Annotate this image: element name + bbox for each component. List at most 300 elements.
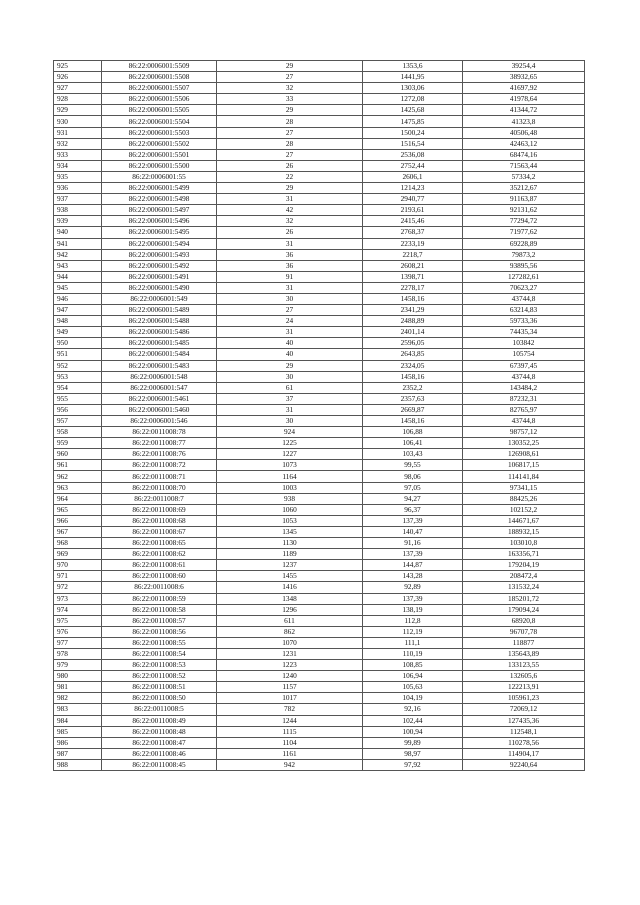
cadastral-number-cell: 86:22:0011008:68 xyxy=(102,515,217,526)
table-row xyxy=(54,61,585,72)
table-row xyxy=(54,449,585,460)
cadastral-number-cell: 86:22:0011008:78 xyxy=(102,427,217,438)
table-row xyxy=(54,305,585,316)
cadastral-number-cell: 86:22:0011008:67 xyxy=(102,526,217,537)
table-row xyxy=(54,538,585,549)
row-number-cell: 967 xyxy=(54,526,102,537)
quantity-cell: 1130 xyxy=(217,538,363,549)
row-number-cell: 961 xyxy=(54,460,102,471)
row-number-cell: 935 xyxy=(54,171,102,182)
quantity-cell: 1227 xyxy=(217,449,363,460)
row-number-cell: 934 xyxy=(54,160,102,171)
cadastral-number-cell: 86:22:0006001:5486 xyxy=(102,327,217,338)
table-row xyxy=(54,382,585,393)
amount-cell: 43744,8 xyxy=(463,371,585,382)
table-row xyxy=(54,682,585,693)
amount-cell: 133123,55 xyxy=(463,660,585,671)
row-number-cell: 927 xyxy=(54,83,102,94)
row-number-cell: 987 xyxy=(54,748,102,759)
cadastral-number-cell: 86:22:0006001:5498 xyxy=(102,194,217,205)
quantity-cell: 36 xyxy=(217,249,363,260)
cadastral-number-cell: 86:22:0006001:5506 xyxy=(102,94,217,105)
row-number-cell: 976 xyxy=(54,626,102,637)
table-row xyxy=(54,471,585,482)
row-number-cell: 975 xyxy=(54,615,102,626)
table-row xyxy=(54,260,585,271)
row-number-cell: 959 xyxy=(54,438,102,449)
table-row xyxy=(54,72,585,83)
table-row xyxy=(54,571,585,582)
cadastral-number-cell: 86:22:0011008:50 xyxy=(102,693,217,704)
amount-cell: 70623,27 xyxy=(463,282,585,293)
quantity-cell: 1115 xyxy=(217,726,363,737)
cadastral-number-cell: 86:22:0011008:58 xyxy=(102,604,217,615)
rate-cell: 1458,16 xyxy=(363,371,463,382)
quantity-cell: 1189 xyxy=(217,549,363,560)
table-row xyxy=(54,648,585,659)
rate-cell: 94,27 xyxy=(363,493,463,504)
row-number-cell: 981 xyxy=(54,682,102,693)
quantity-cell: 1455 xyxy=(217,571,363,582)
table-row xyxy=(54,160,585,171)
cadastral-number-cell: 86:22:0006001:5497 xyxy=(102,205,217,216)
row-number-cell: 952 xyxy=(54,360,102,371)
cadastral-number-cell: 86:22:0011008:6 xyxy=(102,582,217,593)
amount-cell: 103010,8 xyxy=(463,538,585,549)
quantity-cell: 31 xyxy=(217,194,363,205)
table-row xyxy=(54,171,585,182)
cadastral-number-cell: 86:22:0011008:51 xyxy=(102,682,217,693)
table-row xyxy=(54,504,585,515)
rate-cell: 1458,16 xyxy=(363,416,463,427)
quantity-cell: 29 xyxy=(217,105,363,116)
cadastral-number-cell: 86:22:0011008:60 xyxy=(102,571,217,582)
cadastral-number-cell: 86:22:0011008:59 xyxy=(102,593,217,604)
table-row xyxy=(54,116,585,127)
table-row xyxy=(54,404,585,415)
quantity-cell: 1157 xyxy=(217,682,363,693)
rate-cell: 92,89 xyxy=(363,582,463,593)
row-number-cell: 983 xyxy=(54,704,102,715)
amount-cell: 179204,19 xyxy=(463,560,585,571)
table-row xyxy=(54,293,585,304)
quantity-cell: 27 xyxy=(217,72,363,83)
rate-cell: 137,39 xyxy=(363,549,463,560)
quantity-cell: 1164 xyxy=(217,471,363,482)
rate-cell: 102,44 xyxy=(363,715,463,726)
rate-cell: 2233,19 xyxy=(363,238,463,249)
amount-cell: 40506,48 xyxy=(463,127,585,138)
rate-cell: 140,47 xyxy=(363,526,463,537)
rate-cell: 91,16 xyxy=(363,538,463,549)
amount-cell: 97341,15 xyxy=(463,482,585,493)
amount-cell: 68474,16 xyxy=(463,149,585,160)
rate-cell: 2278,17 xyxy=(363,282,463,293)
cadastral-number-cell: 86:22:0006001:5503 xyxy=(102,127,217,138)
amount-cell: 87232,31 xyxy=(463,393,585,404)
quantity-cell: 1348 xyxy=(217,593,363,604)
table-row xyxy=(54,149,585,160)
amount-cell: 110278,56 xyxy=(463,737,585,748)
rate-cell: 98,06 xyxy=(363,471,463,482)
cadastral-number-cell: 86:22:0011008:53 xyxy=(102,660,217,671)
rate-cell: 96,37 xyxy=(363,504,463,515)
quantity-cell: 61 xyxy=(217,382,363,393)
row-number-cell: 951 xyxy=(54,349,102,360)
rate-cell: 92,16 xyxy=(363,704,463,715)
row-number-cell: 948 xyxy=(54,316,102,327)
amount-cell: 132605,6 xyxy=(463,671,585,682)
cadastral-number-cell: 86:22:0006001:55 xyxy=(102,171,217,182)
rate-cell: 99,55 xyxy=(363,460,463,471)
amount-cell: 208472,4 xyxy=(463,571,585,582)
rate-cell: 2536,08 xyxy=(363,149,463,160)
rate-cell: 98,97 xyxy=(363,748,463,759)
table-row xyxy=(54,227,585,238)
amount-cell: 82765,97 xyxy=(463,404,585,415)
cadastral-number-cell: 86:22:0011008:55 xyxy=(102,637,217,648)
rate-cell: 137,39 xyxy=(363,593,463,604)
quantity-cell: 33 xyxy=(217,94,363,105)
cadastral-number-cell: 86:22:0011008:72 xyxy=(102,460,217,471)
rate-cell: 111,1 xyxy=(363,637,463,648)
rate-cell: 2669,87 xyxy=(363,404,463,415)
rate-cell: 2768,37 xyxy=(363,227,463,238)
rate-cell: 137,39 xyxy=(363,515,463,526)
quantity-cell: 1237 xyxy=(217,560,363,571)
table-row xyxy=(54,737,585,748)
amount-cell: 188932,15 xyxy=(463,526,585,537)
quantity-cell: 938 xyxy=(217,493,363,504)
rate-cell: 2415,46 xyxy=(363,216,463,227)
quantity-cell: 31 xyxy=(217,404,363,415)
cadastral-number-cell: 86:22:0011008:57 xyxy=(102,615,217,626)
row-number-cell: 974 xyxy=(54,604,102,615)
quantity-cell: 29 xyxy=(217,183,363,194)
table-row xyxy=(54,637,585,648)
rate-cell: 100,94 xyxy=(363,726,463,737)
table-row xyxy=(54,615,585,626)
rate-cell: 2940,77 xyxy=(363,194,463,205)
table-row xyxy=(54,183,585,194)
amount-cell: 130352,25 xyxy=(463,438,585,449)
amount-cell: 43744,8 xyxy=(463,293,585,304)
quantity-cell: 1017 xyxy=(217,693,363,704)
amount-cell: 41323,8 xyxy=(463,116,585,127)
row-number-cell: 971 xyxy=(54,571,102,582)
row-number-cell: 944 xyxy=(54,271,102,282)
table-row xyxy=(54,493,585,504)
rate-cell: 1398,71 xyxy=(363,271,463,282)
cadastral-number-cell: 86:22:0006001:5502 xyxy=(102,138,217,149)
rate-cell: 110,19 xyxy=(363,648,463,659)
quantity-cell: 1296 xyxy=(217,604,363,615)
rate-cell: 103,43 xyxy=(363,449,463,460)
quantity-cell: 91 xyxy=(217,271,363,282)
rate-cell: 2488,89 xyxy=(363,316,463,327)
amount-cell: 35212,67 xyxy=(463,183,585,194)
rate-cell: 2218,7 xyxy=(363,249,463,260)
amount-cell: 71563,44 xyxy=(463,160,585,171)
cadastral-number-cell: 86:22:0006001:5508 xyxy=(102,72,217,83)
cadastral-number-cell: 86:22:0011008:61 xyxy=(102,560,217,571)
row-number-cell: 958 xyxy=(54,427,102,438)
cadastral-number-cell: 86:22:0011008:76 xyxy=(102,449,217,460)
table-row xyxy=(54,316,585,327)
table-row xyxy=(54,715,585,726)
table-row xyxy=(54,393,585,404)
quantity-cell: 42 xyxy=(217,205,363,216)
rate-cell: 2357,63 xyxy=(363,393,463,404)
quantity-cell: 1223 xyxy=(217,660,363,671)
quantity-cell: 37 xyxy=(217,393,363,404)
cadastral-number-cell: 86:22:0006001:5492 xyxy=(102,260,217,271)
amount-cell: 98757,12 xyxy=(463,427,585,438)
table-row xyxy=(54,83,585,94)
amount-cell: 71977,62 xyxy=(463,227,585,238)
rate-cell: 144,87 xyxy=(363,560,463,571)
rate-cell: 112,19 xyxy=(363,626,463,637)
table-row xyxy=(54,526,585,537)
table-row xyxy=(54,349,585,360)
row-number-cell: 980 xyxy=(54,671,102,682)
table-row xyxy=(54,94,585,105)
cadastral-number-cell: 86:22:0006001:5485 xyxy=(102,338,217,349)
rate-cell: 1272,08 xyxy=(363,94,463,105)
table-row xyxy=(54,360,585,371)
row-number-cell: 942 xyxy=(54,249,102,260)
rate-cell: 2596,05 xyxy=(363,338,463,349)
row-number-cell: 962 xyxy=(54,471,102,482)
rate-cell: 2193,61 xyxy=(363,205,463,216)
amount-cell: 185201,72 xyxy=(463,593,585,604)
quantity-cell: 27 xyxy=(217,149,363,160)
cadastral-number-cell: 86:22:0006001:548 xyxy=(102,371,217,382)
table-row xyxy=(54,660,585,671)
amount-cell: 127282,61 xyxy=(463,271,585,282)
cadastral-number-cell: 86:22:0006001:5496 xyxy=(102,216,217,227)
quantity-cell: 942 xyxy=(217,759,363,770)
row-number-cell: 979 xyxy=(54,660,102,671)
cadastral-number-cell: 86:22:0006001:5488 xyxy=(102,316,217,327)
amount-cell: 143484,2 xyxy=(463,382,585,393)
rate-cell: 1516,54 xyxy=(363,138,463,149)
amount-cell: 103842 xyxy=(463,338,585,349)
quantity-cell: 862 xyxy=(217,626,363,637)
quantity-cell: 31 xyxy=(217,282,363,293)
table-row xyxy=(54,604,585,615)
cadastral-number-cell: 86:22:0006001:5509 xyxy=(102,61,217,72)
rate-cell: 1214,23 xyxy=(363,183,463,194)
rate-cell: 2606,1 xyxy=(363,171,463,182)
row-number-cell: 968 xyxy=(54,538,102,549)
cadastral-number-cell: 86:22:0011008:56 xyxy=(102,626,217,637)
table-row xyxy=(54,282,585,293)
cadastral-number-cell: 86:22:0011008:69 xyxy=(102,504,217,515)
rate-cell: 2752,44 xyxy=(363,160,463,171)
cadastral-number-cell: 86:22:0006001:5504 xyxy=(102,116,217,127)
quantity-cell: 1416 xyxy=(217,582,363,593)
amount-cell: 126908,61 xyxy=(463,449,585,460)
table-row xyxy=(54,427,585,438)
table-row xyxy=(54,704,585,715)
quantity-cell: 1053 xyxy=(217,515,363,526)
quantity-cell: 782 xyxy=(217,704,363,715)
row-number-cell: 964 xyxy=(54,493,102,504)
row-number-cell: 932 xyxy=(54,138,102,149)
quantity-cell: 924 xyxy=(217,427,363,438)
table-row xyxy=(54,671,585,682)
cadastral-number-cell: 86:22:0011008:65 xyxy=(102,538,217,549)
rate-cell: 108,85 xyxy=(363,660,463,671)
row-number-cell: 925 xyxy=(54,61,102,72)
table-row xyxy=(54,759,585,770)
quantity-cell: 30 xyxy=(217,371,363,382)
row-number-cell: 937 xyxy=(54,194,102,205)
quantity-cell: 1104 xyxy=(217,737,363,748)
row-number-cell: 960 xyxy=(54,449,102,460)
amount-cell: 57334,2 xyxy=(463,171,585,182)
row-number-cell: 956 xyxy=(54,404,102,415)
rate-cell: 1441,95 xyxy=(363,72,463,83)
amount-cell: 43744,8 xyxy=(463,416,585,427)
cadastral-number-cell: 86:22:0011008:45 xyxy=(102,759,217,770)
quantity-cell: 1073 xyxy=(217,460,363,471)
quantity-cell: 30 xyxy=(217,416,363,427)
quantity-cell: 22 xyxy=(217,171,363,182)
table-row xyxy=(54,626,585,637)
row-number-cell: 985 xyxy=(54,726,102,737)
rate-cell: 138,19 xyxy=(363,604,463,615)
cadastral-number-cell: 86:22:0011008:47 xyxy=(102,737,217,748)
table-row xyxy=(54,238,585,249)
amount-cell: 114904,17 xyxy=(463,748,585,759)
cadastral-number-cell: 86:22:0006001:5483 xyxy=(102,360,217,371)
row-number-cell: 963 xyxy=(54,482,102,493)
table-row xyxy=(54,549,585,560)
quantity-cell: 27 xyxy=(217,127,363,138)
row-number-cell: 929 xyxy=(54,105,102,116)
amount-cell: 105754 xyxy=(463,349,585,360)
table-row xyxy=(54,205,585,216)
cadastral-number-cell: 86:22:0006001:5484 xyxy=(102,349,217,360)
row-number-cell: 950 xyxy=(54,338,102,349)
cadastral-number-cell: 86:22:0011008:5 xyxy=(102,704,217,715)
table-row xyxy=(54,460,585,471)
row-number-cell: 972 xyxy=(54,582,102,593)
amount-cell: 41978,64 xyxy=(463,94,585,105)
table-row xyxy=(54,138,585,149)
table-row xyxy=(54,593,585,604)
quantity-cell: 30 xyxy=(217,293,363,304)
row-number-cell: 986 xyxy=(54,737,102,748)
quantity-cell: 40 xyxy=(217,349,363,360)
row-number-cell: 936 xyxy=(54,183,102,194)
table-row xyxy=(54,216,585,227)
amount-cell: 92131,62 xyxy=(463,205,585,216)
rate-cell: 106,94 xyxy=(363,671,463,682)
table-row xyxy=(54,127,585,138)
cadastral-number-cell: 86:22:0006001:547 xyxy=(102,382,217,393)
cadastral-number-cell: 86:22:0011008:70 xyxy=(102,482,217,493)
quantity-cell: 26 xyxy=(217,160,363,171)
rate-cell: 1458,16 xyxy=(363,293,463,304)
rate-cell: 2341,29 xyxy=(363,305,463,316)
amount-cell: 127435,36 xyxy=(463,715,585,726)
amount-cell: 74435,34 xyxy=(463,327,585,338)
cadastral-number-cell: 86:22:0006001:549 xyxy=(102,293,217,304)
quantity-cell: 31 xyxy=(217,238,363,249)
quantity-cell: 27 xyxy=(217,305,363,316)
cadastral-number-cell: 86:22:0006001:5501 xyxy=(102,149,217,160)
row-number-cell: 970 xyxy=(54,560,102,571)
rate-cell: 2643,85 xyxy=(363,349,463,360)
row-number-cell: 969 xyxy=(54,549,102,560)
row-number-cell: 928 xyxy=(54,94,102,105)
amount-cell: 69228,89 xyxy=(463,238,585,249)
row-number-cell: 954 xyxy=(54,382,102,393)
quantity-cell: 36 xyxy=(217,260,363,271)
amount-cell: 102152,2 xyxy=(463,504,585,515)
amount-cell: 38932,65 xyxy=(463,72,585,83)
cadastral-number-cell: 86:22:0006001:5461 xyxy=(102,393,217,404)
rate-cell: 105,63 xyxy=(363,682,463,693)
cadastral-number-cell: 86:22:0006001:5460 xyxy=(102,404,217,415)
row-number-cell: 982 xyxy=(54,693,102,704)
table-row xyxy=(54,271,585,282)
amount-cell: 72069,12 xyxy=(463,704,585,715)
amount-cell: 131532,24 xyxy=(463,582,585,593)
quantity-cell: 32 xyxy=(217,83,363,94)
table-body xyxy=(54,61,585,771)
table-row xyxy=(54,748,585,759)
row-number-cell: 966 xyxy=(54,515,102,526)
amount-cell: 93895,56 xyxy=(463,260,585,271)
rate-cell: 112,8 xyxy=(363,615,463,626)
cadastral-number-cell: 86:22:0011008:46 xyxy=(102,748,217,759)
rate-cell: 1500,24 xyxy=(363,127,463,138)
quantity-cell: 1003 xyxy=(217,482,363,493)
row-number-cell: 988 xyxy=(54,759,102,770)
amount-cell: 106817,15 xyxy=(463,460,585,471)
table-row xyxy=(54,194,585,205)
cadastral-number-cell: 86:22:0006001:5499 xyxy=(102,183,217,194)
rate-cell: 106,88 xyxy=(363,427,463,438)
quantity-cell: 1345 xyxy=(217,526,363,537)
quantity-cell: 29 xyxy=(217,360,363,371)
row-number-cell: 938 xyxy=(54,205,102,216)
amount-cell: 67397,45 xyxy=(463,360,585,371)
table-row xyxy=(54,338,585,349)
row-number-cell: 946 xyxy=(54,293,102,304)
row-number-cell: 941 xyxy=(54,238,102,249)
quantity-cell: 40 xyxy=(217,338,363,349)
amount-cell: 68920,8 xyxy=(463,615,585,626)
row-number-cell: 939 xyxy=(54,216,102,227)
amount-cell: 88425,26 xyxy=(463,493,585,504)
amount-cell: 77294,72 xyxy=(463,216,585,227)
table-row xyxy=(54,105,585,116)
quantity-cell: 29 xyxy=(217,61,363,72)
row-number-cell: 930 xyxy=(54,116,102,127)
amount-cell: 96707,78 xyxy=(463,626,585,637)
row-number-cell: 947 xyxy=(54,305,102,316)
rate-cell: 1425,68 xyxy=(363,105,463,116)
rate-cell: 1303,06 xyxy=(363,83,463,94)
amount-cell: 41344,72 xyxy=(463,105,585,116)
rate-cell: 99,89 xyxy=(363,737,463,748)
cadastral-number-cell: 86:22:0006001:5490 xyxy=(102,282,217,293)
